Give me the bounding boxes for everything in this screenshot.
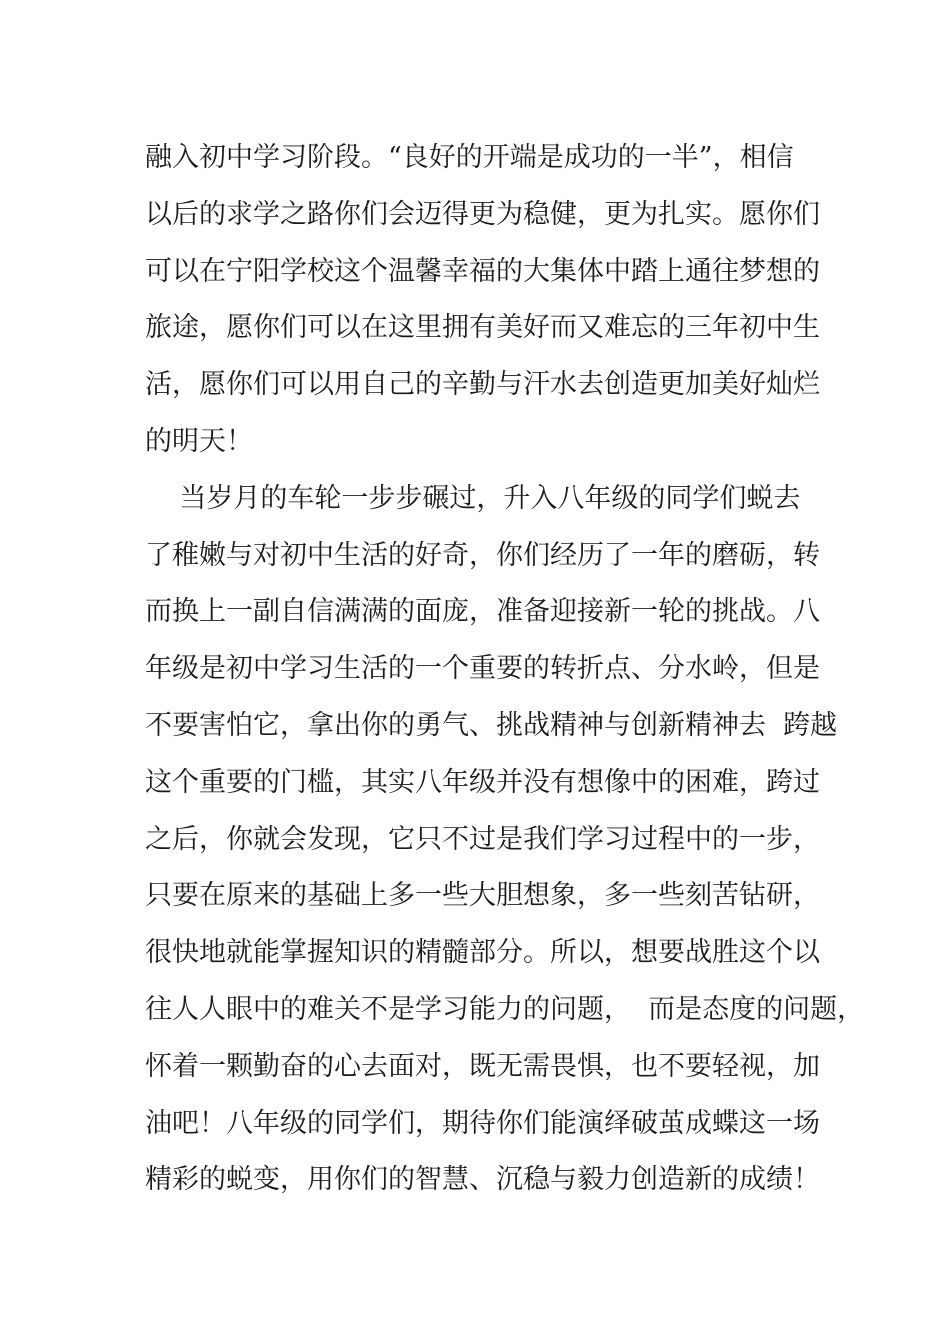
text-line: 精彩的蜕变，用你们的智慧、沉稳与毅力创造新的成绩！: [145, 1164, 820, 1196]
text-line: 旅途，愿你们可以在这里拥有美好而又难忘的三年初中生: [145, 312, 820, 344]
paragraph-2: [145, 471, 865, 1209]
text-line: 之后，你就会发现，它只不过是我们学习过程中的一步，: [145, 823, 820, 855]
text-line: 油吧！八年级的同学们，期待你们能演绎破茧成蝶这一场: [145, 1107, 820, 1139]
text-line: 往人人眼中的难关不是学习能力的问题， 而是态度的问题，: [145, 993, 865, 1025]
paragraph-1: [145, 130, 825, 471]
text-line: 只要在原来的基础上多一些大胆想象，多一些刻苦钻研，: [145, 880, 820, 912]
text-line: 当岁月的车轮一步步碾过，升入八年级的同学们蜕去: [145, 482, 801, 514]
text-line: 怀着一颗勤奋的心去面对，既无需畏惧，也不要轻视，加: [145, 1050, 820, 1082]
text-line: 可以在宁阳学校这个温馨幸福的大集体中踏上通往梦想的: [145, 255, 820, 287]
text-line: 的明天！: [145, 425, 253, 457]
text-line: 以后的求学之路你们会迈得更为稳健，更为扎实。愿你们: [145, 198, 820, 230]
text-line: 年级是初中学习生活的一个重要的转折点、分水岭，但是: [145, 653, 820, 685]
text-line: 了稚嫩与对初中生活的好奇，你们经历了一年的磨砺，转: [145, 539, 820, 571]
text-line: 而换上一副自信满满的面庞，准备迎接新一轮的挑战。八: [145, 596, 820, 628]
text-line: 很快地就能掌握知识的精髓部分。所以，想要战胜这个以: [145, 937, 820, 969]
text-line: 这个重要的门槛，其实八年级并没有想像中的困难，跨过: [145, 766, 820, 798]
text-line: 活，愿你们可以用自己的辛勤与汗水去创造更加美好灿烂: [145, 369, 820, 401]
text-line: 不要害怕它，拿出你的勇气、挑战精神与创新精神去 跨越: [145, 709, 838, 741]
body-text: [145, 130, 865, 1209]
text-line: 融入初中学习阶段。“良好的开端是成功的一半”，相信: [145, 142, 794, 173]
